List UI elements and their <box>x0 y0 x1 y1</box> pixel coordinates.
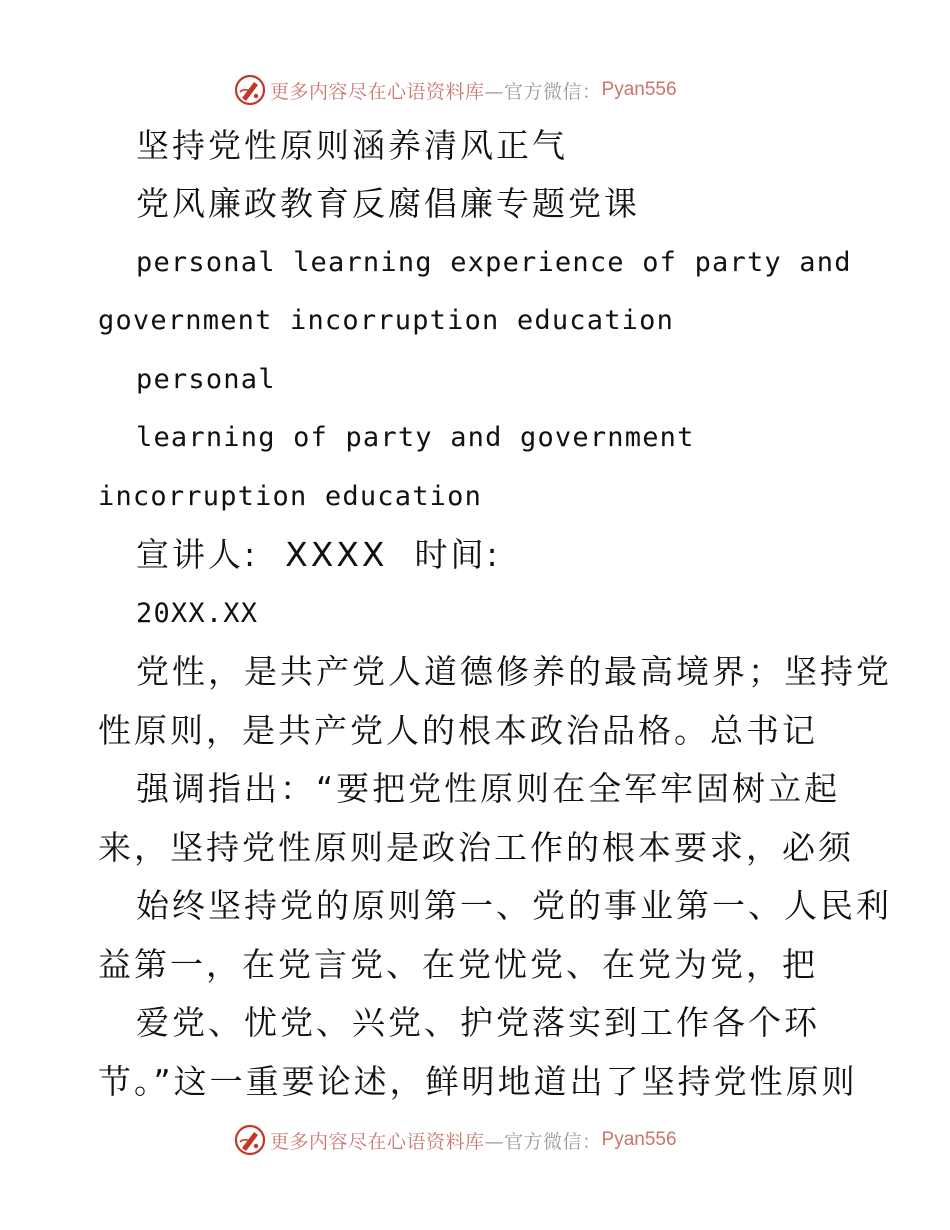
date-text: 20XX.XX <box>136 598 259 629</box>
watermark-wechat-id: Pyan556 <box>601 79 677 100</box>
body-paragraph-line: 始终坚持党的原则第一、党的事业第一、人民利 <box>136 886 892 925</box>
header-watermark <box>234 72 677 108</box>
body-paragraph-line: 节。”这一重要论述，鲜明地道出了坚持党性原则 <box>98 1062 858 1101</box>
english-title-line: personal learning experience of party and <box>136 247 852 278</box>
body-paragraph-line: 益第一，在党言党、在党忧党、在党为党，把 <box>98 945 818 984</box>
watermark-text: 更多内容尽在心语资料库 <box>270 80 485 103</box>
body-paragraph-line: 强调指出：“要把党性原则在全军牢固树立起 <box>136 769 841 808</box>
english-title-line: incorruption education <box>98 481 483 512</box>
body-paragraph-line: 来，坚持党性原则是政治工作的根本要求，必须 <box>98 828 854 867</box>
watermark-text: 更多内容尽在心语资料库 <box>270 1130 485 1153</box>
body-paragraph-line: 爱党、忧党、兴党、护党落实到工作各个环 <box>136 1003 820 1042</box>
document-title: 坚持党性原则涵养清风正气 <box>136 126 568 165</box>
document-subtitle: 党风廉政教育反腐倡廉专题党课 <box>136 184 640 223</box>
english-title-line: government incorruption education <box>98 305 675 336</box>
english-title-line: personal <box>136 364 276 395</box>
body-paragraph-line: 性原则，是共产党人的根本政治品格。总书记 <box>98 711 818 750</box>
watermark-separator: —官方微信： <box>484 1130 602 1153</box>
speaker-info: 宣讲人: XXXX 时间: <box>136 535 501 574</box>
body-paragraph-line: 党性，是共产党人道德修养的最高境界；坚持党 <box>136 652 892 691</box>
watermark-wechat-id: Pyan556 <box>601 1129 677 1150</box>
pen-logo-icon <box>234 74 266 106</box>
pen-logo-icon <box>234 1124 266 1156</box>
watermark-separator: —官方微信： <box>484 80 602 103</box>
footer-watermark <box>234 1122 677 1158</box>
english-title-line: learning of party and government <box>136 422 695 453</box>
